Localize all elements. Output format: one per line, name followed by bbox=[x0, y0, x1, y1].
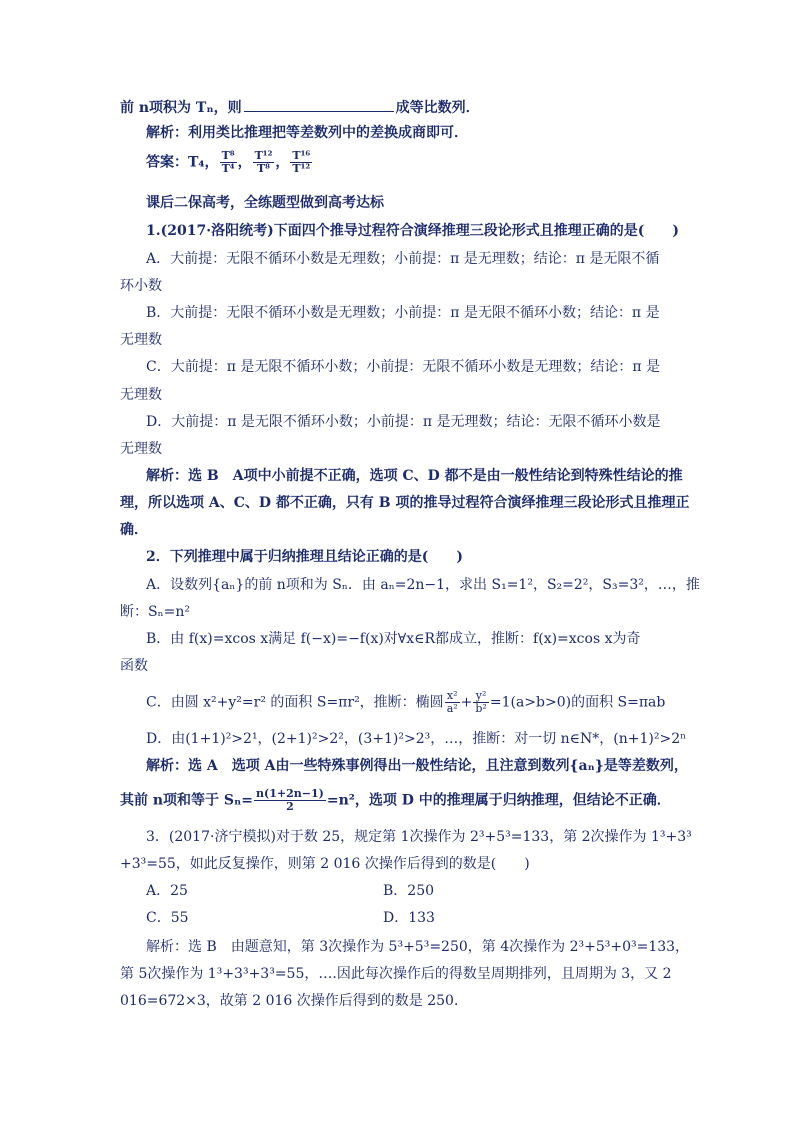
q3-option-c: C．55 bbox=[146, 910, 189, 926]
sum-frac: $\frac{n(1+2n-1)}{2}$ bbox=[256, 787, 324, 813]
top-line1 bbox=[120, 97, 480, 117]
top-line1-post: 成等比数列． bbox=[395, 100, 480, 116]
answer-frac-1: $\frac{\text{T⁸}}{\text{T⁴}}$ bbox=[221, 149, 235, 175]
answer-blank bbox=[244, 97, 394, 112]
q2-solution-2: 其前 n项和等于 Sₙ= $\frac{n(1+2n-1)}{2}$ =n²，选项 D 中的推理属于归纳推理，但结论不正确． bbox=[120, 787, 671, 813]
top-line1-pre: 前 n项积为 Tₙ，则 bbox=[120, 100, 242, 116]
q2-option-d: D．由(1+1)²>2¹，(2+1)²>2²，(3+1)²>2³，…，推断：对一切 n∈N*，(n+1)²>2ⁿ bbox=[146, 731, 687, 747]
top-analysis: 解析：利用类比推理把等差数列中的差换成商即可． bbox=[146, 125, 468, 141]
q1-stem: 1.(2017·洛阳统考)下面四个推导过程符合演绎推理三段论形式且推理正确的是( ) bbox=[146, 223, 679, 239]
answer-t4: T₄， bbox=[188, 154, 219, 171]
q1-option-d: D．大前提：π 是无限不循环小数；小前提：π 是无理数；结论：无限不循环小数是 bbox=[146, 414, 661, 430]
q1-option-b: B．大前提：无限不循环小数是无理数；小前提：π 是无限不循环小数；结论：π 是 bbox=[146, 305, 660, 321]
q3-option-b: B．250 bbox=[383, 883, 435, 899]
q1-solution-2: 理，所以选项 A、C、D 都不正确，只有 B 项的推导过程符合演绎推理三段论形式且推理正 bbox=[120, 495, 690, 511]
q2-solution-1: 解析：选 A 选项 A由一些特殊事例得出一般性结论，且注意到数列{aₙ}是等差数列， bbox=[146, 758, 688, 774]
q3-stem: 3．(2017·济宁模拟)对于数 25，规定第 1次操作为 2³+5³=133，第 2次操作为 1³+3³ bbox=[146, 829, 692, 845]
q1-option-d-cont: 无理数 bbox=[120, 441, 162, 457]
q3-option-a: A．25 bbox=[146, 883, 188, 899]
q1-option-a-cont: 环小数 bbox=[120, 278, 162, 294]
q2-option-c: C．由圆 x²+y²=r² 的面积 S=πr²，推断：椭圆 $\frac{\text{x²}}{\text{a²}}$ + $\frac{\text{y²}}{\text{b²}}$ =1(a>b>0)的面积 S=πab bbox=[146, 689, 666, 715]
section-heading: 课后二保高考，全练题型做到高考达标 bbox=[146, 195, 384, 211]
q2-option-b: B．由 f(x)=xcos x满足 f(−x)=−f(x)对∀x∈R都成立，推断：f(x)=xcos x为奇 bbox=[146, 631, 641, 647]
q3-solution-1: 解析：选 B 由题意知，第 3次操作为 5³+5³=250，第 4次操作为 2³+5³+0³=133， bbox=[146, 939, 690, 955]
q1-solution-3: 确． bbox=[120, 522, 148, 538]
answer-frac-3: $\frac{\text{T¹⁶}}{\text{T¹²}}$ bbox=[292, 149, 311, 175]
q2-option-a: A．设数列{aₙ}的前 n项和为 Sₙ．由 aₙ=2n−1，求出 S₁=1²，S₂=2²，S₃=3²，…，推 bbox=[146, 577, 700, 593]
q2-option-a-cont: 断：Sₙ=n² bbox=[120, 604, 191, 620]
q3-solution-2: 第 5次操作为 1³+3³+3³=55，….因此每次操作后的得数呈周期排列，且周期为 3，又 2 bbox=[120, 966, 672, 982]
q3-option-d: D．133 bbox=[383, 910, 435, 926]
q3-solution-3: 016=672×3，故第 2 016 次操作后得到的数是 250． bbox=[120, 993, 468, 1009]
ellipse-frac-x: $\frac{\text{x²}}{\text{a²}}$ bbox=[446, 689, 458, 715]
answer-frac-2: $\frac{\text{T¹²}}{\text{T⁸}}$ bbox=[254, 149, 273, 175]
ellipse-frac-y: $\frac{\text{y²}}{\text{b²}}$ bbox=[475, 689, 487, 715]
q2-option-b-cont: 函数 bbox=[120, 658, 148, 674]
q2-stem: 2．下列推理中属于归纳推理且结论正确的是( ) bbox=[146, 549, 463, 565]
answer-label: 答案： bbox=[146, 154, 188, 171]
q1-option-c: C．大前提：π 是无限不循环小数；小前提：无限不循环小数是无理数；结论：π 是 bbox=[146, 359, 661, 375]
q1-option-c-cont: 无理数 bbox=[120, 387, 162, 403]
q3-stem-cont: +3³=55，如此反复操作，则第 2 016 次操作后得到的数是( ) bbox=[120, 856, 530, 872]
q1-option-b-cont: 无理数 bbox=[120, 332, 162, 348]
q1-option-a: A．大前提：无限不循环小数是无理数；小前提：π 是无理数；结论：π 是无限不循 bbox=[146, 251, 660, 267]
top-answer: 答案：T₄， $\frac{\text{T⁸}}{\text{T⁴}}$ ， $\frac{\text{T¹²}}{\text{T⁸}}$ ， $\frac{\text{T¹⁶}}{\text{T¹²}}$ bbox=[146, 149, 311, 175]
q1-solution-1: 解析：选 B A项中小前提不正确，选项 C、D 都不是由一般性结论到特殊性结论的推 bbox=[146, 468, 683, 484]
